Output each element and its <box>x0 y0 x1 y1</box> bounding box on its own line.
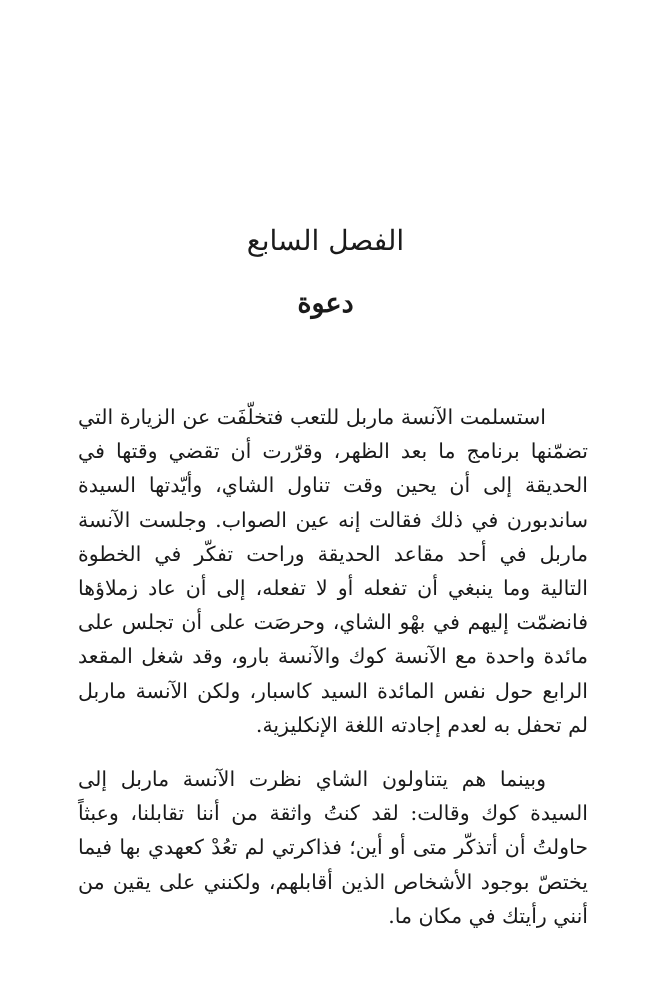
chapter-title: الفصل السابع <box>246 224 405 257</box>
chapter-subtitle: دعوة <box>297 288 354 319</box>
paragraph-1: استسلمت الآنسة ماربل للتعب فتخلّفَت عن الزيارة التي تضمّنها برنامج ما بعد الظهر، وقرّرت أن تقضي وقتها في الحديقة إلى أن يحين وقت تناول الشاي، وأيّدتها السيدة ساندبورن في ذلك فقالت إنه عين الصواب. وجلست الآنسة ماربل في أحد مقاعد الحديقة وراحت تفكّر في الخطوة التالية وما ينبغي أن تفعله أو لا تفعله، إلى أن عاد زملاؤها فانضمّت إليهم في بهْو الشاي، وحرصَت على أن تجلس على مائدة واحدة مع الآنسة كوك والآنسة بارو، وقد شغل المقعد الرابع حول نفس المائدة السيد كاسبار، ولكن الآنسة ماربل لم تحفل به لعدم إجادته اللغة الإنكليزية. <box>78 405 588 737</box>
chapter-body <box>78 400 588 933</box>
paragraph-2: وبينما هم يتناولون الشاي نظرت الآنسة ماربل إلى السيدة كوك وقالت: لقد كنتُ واثقة من أننا تقابلنا، وعبثاً حاولتُ أن أتذكّر متى أو أين؛ فذاكرتي لم تعُدْ كعهدي بها فيما يختصّ بوجود الأشخاص الذين أقابلهم، ولكنني على يقين من أنني رأيتك في مكان ما. <box>78 767 588 928</box>
